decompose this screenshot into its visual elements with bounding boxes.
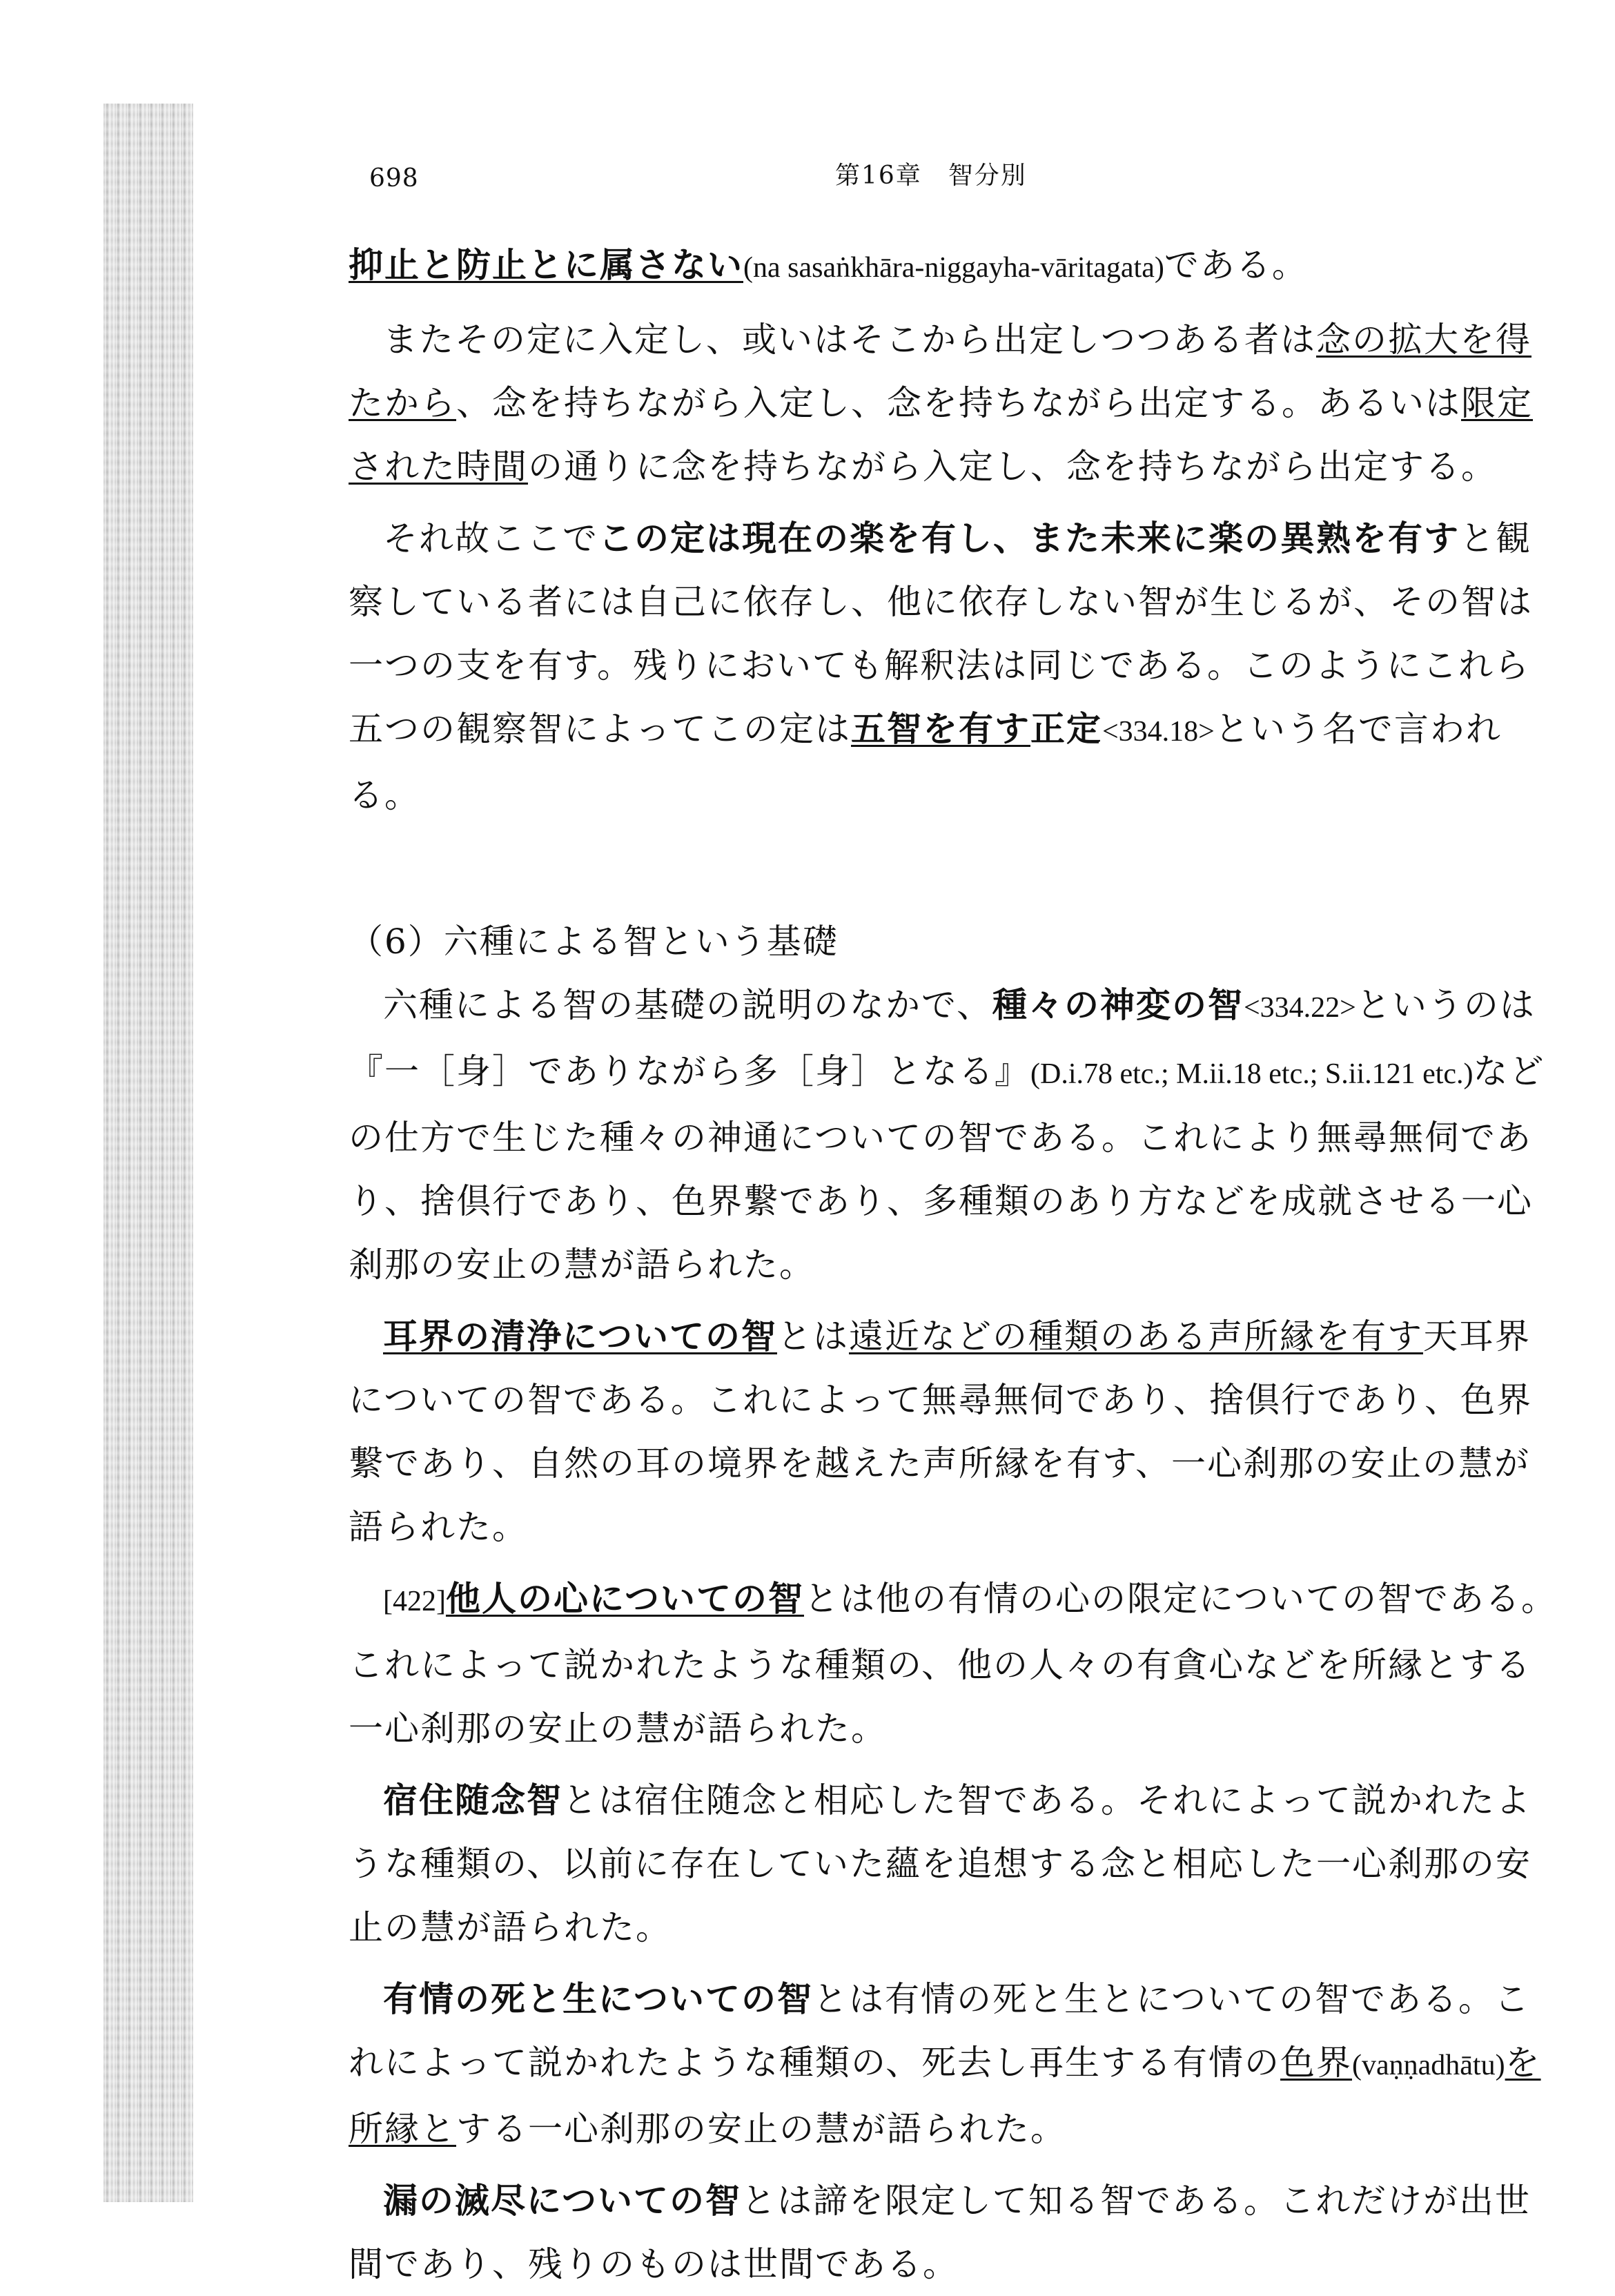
reference: <334.22> — [1244, 992, 1356, 1024]
text-run: というのは『一［身］でありながら多［身］となる』 — [349, 985, 1536, 1091]
chapter-title: 第16章 智分別 — [835, 162, 1027, 190]
paragraph-6 — [349, 1567, 1563, 1760]
paragraph-8 — [349, 1967, 1563, 2161]
underlined-phrase: 限定された時間 — [349, 383, 1533, 487]
emphasis: 五智を有す — [851, 708, 1030, 749]
text-run: 六種による智の基礎の説明のなかで、 — [383, 985, 992, 1025]
paragraph-2 — [349, 308, 1563, 498]
bold-phrase: 有情の死と生についての智 — [383, 1978, 813, 2019]
text-run: 、念を持ちながら入定し、念を持ちながら出定する。あるいは — [456, 383, 1461, 423]
bold-phrase: 正定 — [1030, 708, 1102, 749]
text-run: の通りに念を持ちながら入定し、念を持ちながら出定する。 — [528, 447, 1497, 487]
text-run: などの仕方で生じた種々の神通についての智である。これにより無尋無伺であり、捨倶行であり、色界繋であり、多種類のあり方などを成就させる一心刹那の安止の慧が語られた。 — [349, 1051, 1545, 1285]
text-run: する一心刹那の安止の慧が語られた。 — [456, 2109, 1066, 2149]
citation: (D.i.78 etc.; M.ii.18 etc.; S.ii.121 etc.) — [1030, 1058, 1474, 1090]
text-run: とは諦を限定して知る智である。これだけが出世間であり、残りのものは世間である。 — [349, 2181, 1531, 2284]
text-run: という名で言われる。 — [349, 709, 1502, 815]
text-run: それ故ここで — [383, 518, 598, 558]
paragraph-9 — [349, 2169, 1563, 2296]
text-run: と観察している者には自己に依存し、他に依存しない智が生じるが、その智は一つの支を有す。残りにおいても解釈法は同じである。このようにこれら五つの観察智によってこの定は — [349, 518, 1533, 749]
pali-term: (vaṇṇadhātu) — [1352, 2050, 1505, 2081]
text-run: とは — [777, 1316, 849, 1356]
text-run: 天耳界についての智である。これによって無尋無伺であり、捨倶行であり、色界繋であり、自然の耳の境界を越えた声所縁を有す、一心刹那の安止の慧が語られた。 — [349, 1316, 1532, 1547]
bold-phrase: 宿住随念智 — [383, 1780, 562, 1820]
reference: <334.18> — [1102, 716, 1215, 748]
original-page-marker: [422] — [383, 1586, 446, 1617]
paragraph-1 — [349, 233, 1563, 300]
body-text — [349, 233, 1563, 2296]
paragraph-7 — [349, 1769, 1563, 1959]
text-run: またその定に入定し、或いはそこから出定しつつある者は — [383, 320, 1316, 360]
bold-phrase: 漏の滅尽についての智 — [383, 2180, 741, 2221]
bold-phrase: 種々の神変の智 — [992, 984, 1244, 1025]
paragraph-3 — [349, 507, 1563, 827]
underlined-phrase: 遠近などの種類のある声所縁を有す — [849, 1316, 1423, 1356]
paragraph-5 — [349, 1305, 1563, 1559]
pali-term: (na sasaṅkhāra-niggayha-vāritagata) — [743, 252, 1164, 284]
text-run: である。 — [1164, 245, 1308, 285]
underlined-phrase: 色界 — [1280, 2043, 1352, 2083]
text-run: とは宿住随念と相応した智である。それによって説かれたような種類の、以前に存在していた蘊を追想する念と相応した一心刹那の安止の慧が語られた。 — [349, 1780, 1531, 1947]
bold-phrase: この定は現在の楽を有し、また未来に楽の異熟を有す — [598, 518, 1460, 558]
text-run: とは他の有情の心の限定についての智である。これによって説かれたような種類の、他の人々の有貪心などを所縁とする一心刹那の安止の慧が語られた。 — [349, 1579, 1557, 1749]
emphasis: 耳界の清浄についての智 — [383, 1316, 777, 1356]
underlined-phrase: 念の拡大を得たから — [349, 320, 1531, 423]
emphasis: 他人の心についての智 — [445, 1578, 804, 1619]
underlined-phrase: を所縁と — [349, 2043, 1541, 2149]
binding-shadow-texture — [104, 104, 193, 2202]
emphasis: 抑止と防止とに属さない — [349, 244, 743, 285]
paragraph-4 — [349, 973, 1563, 1296]
page-number: 698 — [369, 164, 419, 193]
text-run: とは有情の死と生とについての智である。これによって説かれたような種類の、死去し再生する有情の — [349, 1979, 1530, 2083]
section-heading: （6）六種による智という基礎 — [349, 922, 839, 962]
